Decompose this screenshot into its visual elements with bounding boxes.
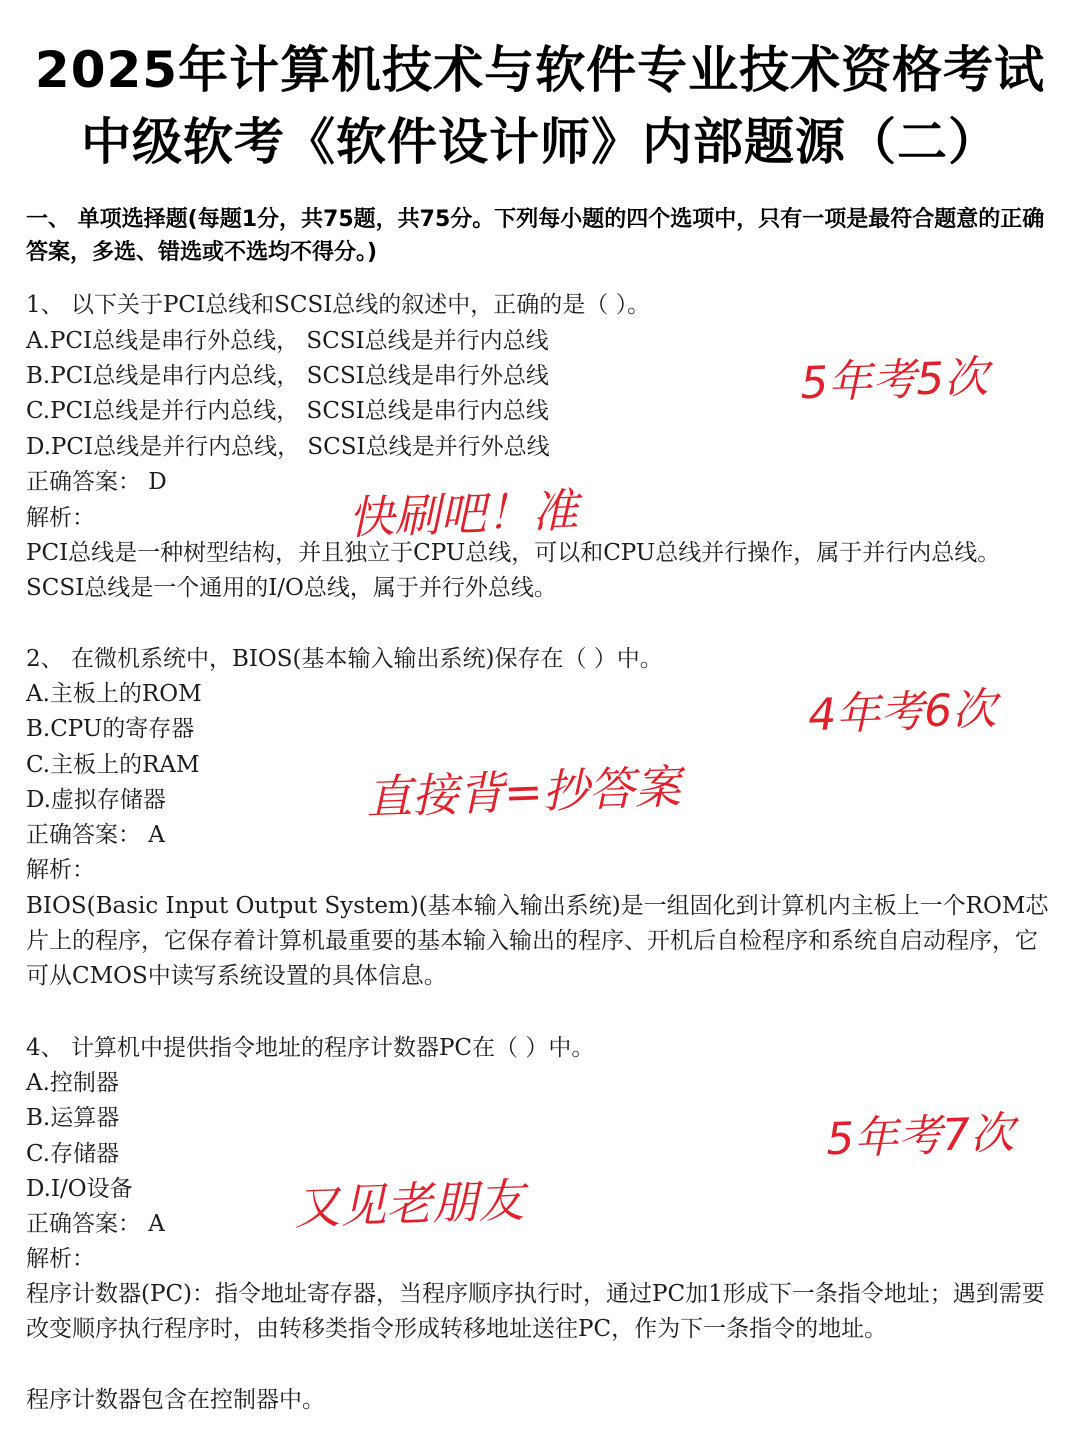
question-2-option-d: D.虚拟存储器	[26, 787, 166, 813]
question-4-analysis-label: 解析：	[26, 1246, 95, 1272]
question-2-option-c: C.主板上的RAM	[26, 752, 200, 778]
handwritten-note-q1-frequency: 5年考5次	[799, 351, 989, 410]
question-1-analysis-label: 解析：	[26, 505, 95, 531]
question-4-option-a: A.控制器	[26, 1070, 119, 1096]
question-4-analysis: 程序计数器(PC)：指令地址寄存器，当程序顺序执行时，通过PC加1形成下一条指令地址；遇到需要改变顺序执行程序时，由转移类指令形成转移地址送往PC，作为下一条指令的地址。	[26, 1281, 1045, 1342]
question-4-stem: 4、 计算机中提供指令地址的程序计数器PC在（ ）中。	[26, 1035, 595, 1061]
handwritten-note-q2-comment: 直接背=抄答案	[365, 759, 682, 825]
question-1-option-a: A.PCI总线是串行外总线， SCSI总线是并行内总线	[26, 328, 549, 354]
question-4-option-d: D.I/O设备	[26, 1176, 133, 1202]
question-1-stem: 1、 以下关于PCI总线和SCSI总线的叙述中，正确的是（ ）。	[26, 292, 651, 318]
handwritten-note-q1-comment: 快刷吧！准	[347, 483, 579, 545]
question-4-answer: 正确答案： A	[26, 1211, 165, 1237]
question-2-analysis-label: 解析：	[26, 857, 95, 883]
section-header: 一、 单项选择题(每题1分，共75题，共75分。下列每小题的四个选项中，只有一项是最符合题意的正确答案，多选、错选或不选均不得分。)	[26, 207, 1045, 265]
question-4-option-b: B.运算器	[26, 1105, 120, 1131]
question-2-option-b: B.CPU的寄存器	[26, 716, 195, 742]
question-4-analysis-extra: 程序计数器包含在控制器中。	[26, 1387, 325, 1413]
question-2-option-a: A.主板上的ROM	[26, 681, 202, 707]
question-1-option-b: B.PCI总线是串行内总线， SCSI总线是串行外总线	[26, 363, 549, 389]
question-1-analysis: PCI总线是一种树型结构，并且独立于CPU总线，可以和CPU总线并行操作，属于并行内总线。SCSI总线是一个通用的I/O总线，属于并行外总线。	[26, 540, 1001, 601]
question-2-analysis: BIOS(Basic Input Output System)(基本输入输出系统)是一组固化到计算机内主板上一个ROM芯片上的程序，它保存着计算机最重要的基本输入输出的程序、开机后自检程序和系统自启动程序，它可从CMOS中读写系统设置的具体信息。	[26, 893, 1049, 989]
document-title-line1: 2025年计算机技术与软件专业技术资格考试	[34, 41, 1046, 99]
document-title-line2: 中级软考《软件设计师》内部题源（二）	[81, 113, 999, 171]
handwritten-note-q4-frequency: 5年考7次	[825, 1107, 1015, 1166]
question-2-answer: 正确答案： A	[26, 822, 165, 848]
question-1-option-d: D.PCI总线是并行内总线， SCSI总线是并行外总线	[26, 434, 550, 460]
question-4-option-c: C.存储器	[26, 1141, 120, 1167]
question-1-option-c: C.PCI总线是并行内总线， SCSI总线是串行内总线	[26, 398, 549, 424]
question-2-stem: 2、 在微机系统中，BIOS(基本输入输出系统)保存在（ ）中。	[26, 646, 663, 672]
question-1-answer: 正确答案： D	[26, 469, 167, 495]
handwritten-note-q2-frequency: 4年考6次	[807, 683, 997, 742]
handwritten-note-q4-comment: 又见老朋友	[293, 1173, 525, 1235]
